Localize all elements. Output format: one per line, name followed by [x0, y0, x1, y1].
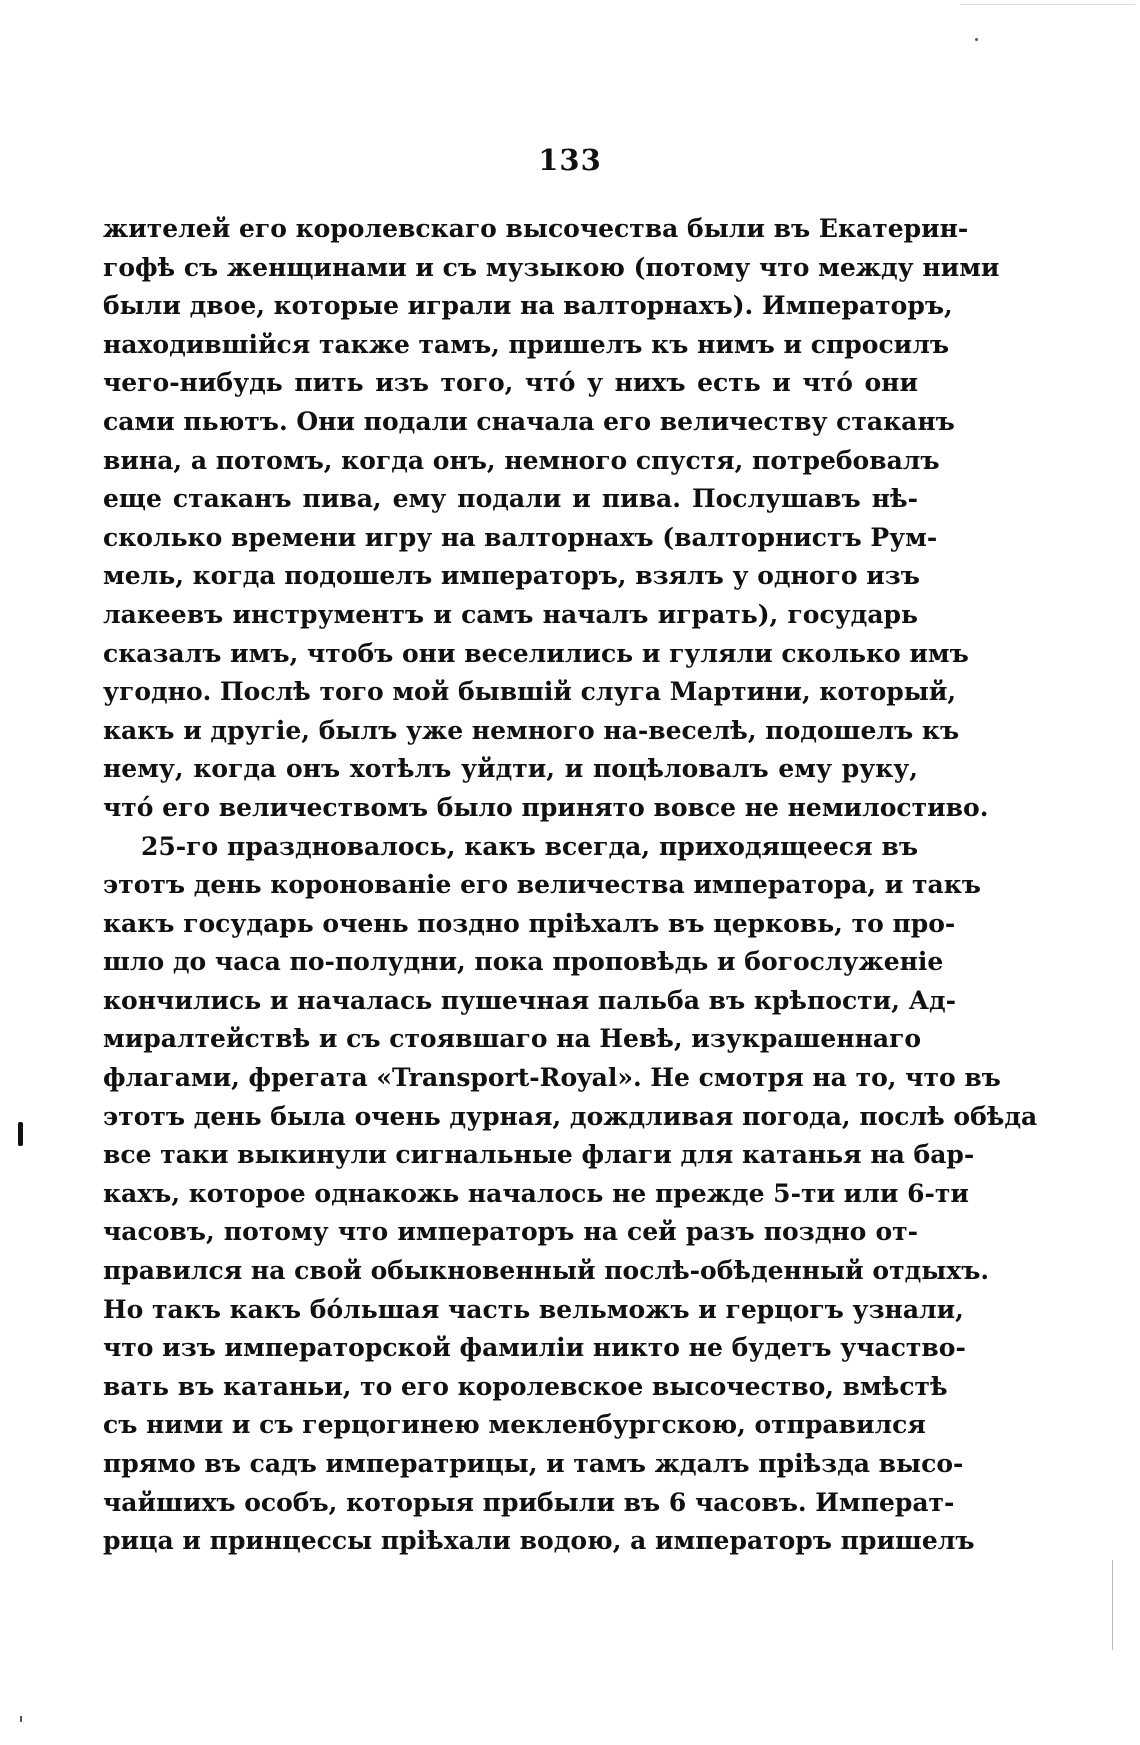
text-line: гофѣ съ женщинами и съ музыкою (потому что между ними: [103, 252, 1000, 282]
text-line: рица и принцессы пріѣхали водою, а императоръ пришелъ: [103, 1526, 975, 1556]
text-line: нему, когда онъ хотѣлъ уйдти, и поцѣловалъ ему руку,: [103, 754, 918, 784]
text-line: жителей его королевскаго высочества были въ Екатерин-: [103, 214, 969, 243]
text-line: что изъ императорской фамиліи никто не будетъ участво-: [103, 1333, 966, 1363]
text-line: флагами, фрегата «Transport-Royal». Не смотря на то, что въ: [103, 1063, 1001, 1093]
text-line: правился на свой обыкновенный послѣ-обѣденный отдыхъ.: [103, 1256, 990, 1286]
text-line: этотъ день была очень дурная, дождливая погода, послѣ обѣда: [103, 1101, 1038, 1131]
margin-mark: [18, 1122, 23, 1146]
text-line: Но такъ какъ бо́льшая часть вельможъ и герцогъ узнали,: [103, 1294, 964, 1324]
text-line: съ ними и съ герцогинею мекленбургскою, отправился: [103, 1410, 926, 1440]
text-line: этотъ день коронованіе его величества императора, и такъ: [103, 870, 981, 900]
paragraph-start-line: 25-го праздновалось, какъ всегда, приходящееся въ: [141, 831, 918, 861]
text-line: чайшихъ особъ, которыя прибыли въ 6 часовъ. Императ-: [103, 1487, 955, 1517]
text-line: угодно. Послѣ того мой бывшій слуга Мартини, который,: [103, 677, 957, 707]
text-line: миралтействѣ и съ стоявшаго на Невѣ, изукрашеннаго: [103, 1024, 922, 1054]
scan-edge: [1112, 1560, 1113, 1650]
text-line: что́ его величествомъ было принято вовсе не немилостиво.: [103, 792, 989, 822]
text-line: чего-нибудь пить изъ того, что́ у нихъ есть и что́ они: [103, 368, 918, 398]
text-line: находившійся также тамъ, пришелъ къ нимъ и спросилъ: [103, 329, 950, 359]
page-number: 133: [538, 143, 602, 177]
text-line: вать въ катаньи, то его королевское высочество, вмѣстѣ: [103, 1371, 948, 1401]
text-line: вина, а потомъ, когда онъ, немного спустя, потребовалъ: [103, 445, 940, 475]
text-line: сказалъ имъ, чтобъ они веселились и гуляли сколько имъ: [103, 638, 969, 668]
text-line: какъ и другіе, былъ уже немного на-веселѣ, подошелъ къ: [103, 715, 960, 745]
text-line: кончились и началась пушечная пальба въ крѣпости, Ад-: [103, 985, 957, 1015]
text-line: шло до часа по-полудни, пока проповѣдь и богослуженіе: [103, 947, 944, 977]
text-line: все таки выкинули сигнальные флаги для катанья на бар-: [103, 1140, 975, 1170]
text-line: были двое, которые играли на валторнахъ). Императоръ,: [103, 291, 953, 321]
text-line: кахъ, которое однакожь началось не прежде 5-ти или 6-ти: [103, 1178, 969, 1208]
text-line: сколько времени игру на валторнахъ (валторнистъ Рум-: [103, 522, 938, 552]
scan-edge: [960, 4, 1135, 5]
scan-speck: [975, 38, 978, 41]
text-line: лакеевъ инструментъ и самъ началъ играть), государь: [103, 599, 918, 629]
body-text: [103, 210, 1038, 1561]
text-line: мель, когда подошелъ императоръ, взялъ у одного изъ: [103, 561, 920, 591]
text-line: часовъ, потому что императоръ на сей разъ поздно от-: [103, 1217, 918, 1247]
text-line: сами пьютъ. Они подали сначала его величеству стаканъ: [103, 406, 955, 436]
scan-speck: [20, 1716, 22, 1722]
text-line: прямо въ садъ императрицы, и тамъ ждалъ пріѣзда высо-: [103, 1449, 964, 1478]
text-line: еще стаканъ пива, ему подали и пива. Послушавъ нѣ-: [103, 484, 918, 514]
text-line: какъ государь очень поздно пріѣхалъ въ церковь, то про-: [103, 908, 956, 938]
